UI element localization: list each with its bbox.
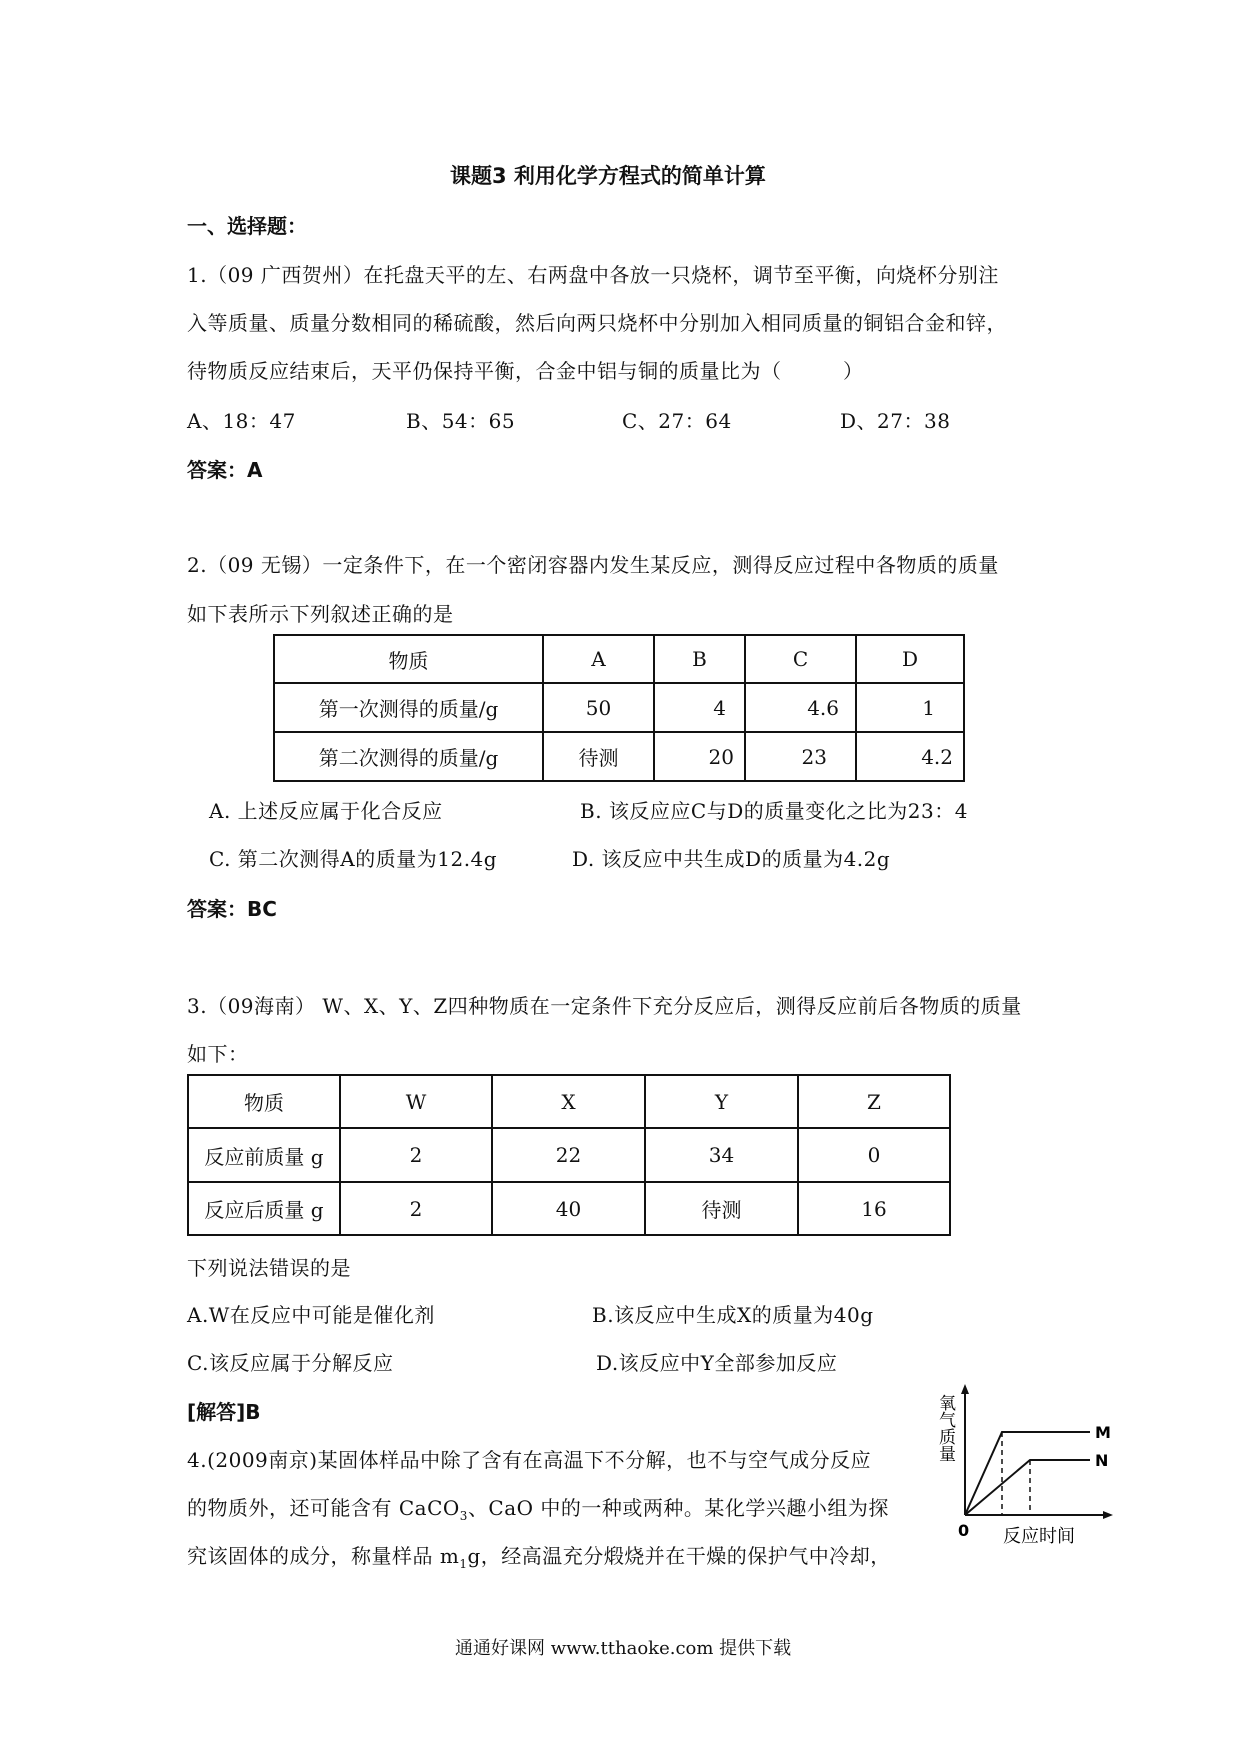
q2-answer: 答案：BC xyxy=(187,897,277,921)
section-heading: 一、选择题： xyxy=(187,214,307,238)
table-cell: 2 xyxy=(340,1182,492,1235)
table-cell: 40 xyxy=(492,1182,645,1235)
origin-label: 0 xyxy=(958,1521,970,1540)
q3-option-a: A.W在反应中可能是催化剂 xyxy=(187,1303,435,1327)
table-cell: 23 xyxy=(745,732,856,781)
table-row xyxy=(188,1128,950,1182)
q1-line-2: 入等质量、质量分数相同的稀硫酸，然后向两只烧杯中分别加入相同质量的铜铝合金和锌， xyxy=(187,311,1007,335)
table-cell: 2 xyxy=(340,1128,492,1182)
q1-option-a: A、18：47 xyxy=(187,409,296,433)
curve-n-label: N xyxy=(1095,1451,1109,1470)
table-cell: 0 xyxy=(798,1128,950,1182)
q1-option-b: B、54：65 xyxy=(406,409,516,433)
q3-option-c: C.该反应属于分解反应 xyxy=(187,1351,394,1375)
q3-header-substance: 物质 xyxy=(188,1075,340,1128)
table-cell: 第二次测得的质量/g xyxy=(274,732,543,781)
page-footer: 通通好课网 www.tthaoke.com 提供下载 xyxy=(455,1638,792,1659)
table-cell: 反应前质量 g xyxy=(188,1128,340,1182)
y-axis-arrow xyxy=(961,1384,969,1394)
table-cell: 22 xyxy=(492,1128,645,1182)
q3-option-b: B.该反应中生成X的质量为40g xyxy=(592,1303,874,1327)
table-cell: 4 xyxy=(654,683,745,732)
table-cell: 第一次测得的质量/g xyxy=(274,683,543,732)
q4-line-2: 的物质外，还可能含有 CaCO$_3$、CaO 中的一种或两种。某化学兴趣小组为探 xyxy=(187,1496,889,1523)
table-row xyxy=(188,1182,950,1235)
x-axis-label: 反应时间 xyxy=(1003,1526,1075,1547)
q3-header-x: X xyxy=(492,1075,645,1128)
table-cell: 4.2 xyxy=(856,732,964,781)
q2-table xyxy=(273,634,965,782)
q3-line-2: 如下： xyxy=(187,1042,249,1066)
q2-header-d: D xyxy=(856,635,964,683)
q2-option-d: D. 该反应中共生成D的质量为4.2g xyxy=(572,847,891,871)
q3-answer: [解答]B xyxy=(187,1400,261,1424)
curve-m xyxy=(965,1432,1090,1515)
curve-m-label: M xyxy=(1095,1423,1111,1442)
q2-line-1: 2.（09 无锡）一定条件下，在一个密闭容器内发生某反应，测得反应过程中各物质的质量 xyxy=(187,553,999,577)
q1-line-1: 1.（09 广西贺州）在托盘天平的左、右两盘中各放一只烧杯，调节至平衡，向烧杯分别注 xyxy=(187,263,999,287)
q1-line-3: 待物质反应结束后，天平仍保持平衡，合金中铝与铜的质量比为（ ） xyxy=(187,359,864,383)
table-cell: 50 xyxy=(543,683,654,732)
q4-line-3: 究该固体的成分，称量样品 $m_1g$，经高温充分煅烧并在干燥的保护气中冷却， xyxy=(187,1544,891,1571)
table-row xyxy=(274,732,964,781)
table-cell: 1 xyxy=(856,683,964,732)
table-cell: 待测 xyxy=(645,1182,798,1235)
y-axis-label: 氧气质量 xyxy=(935,1394,955,1462)
q2-header-a: A xyxy=(543,635,654,683)
page-title: 课题3 利用化学方程式的简单计算 xyxy=(450,164,766,188)
q2-header-c: C xyxy=(745,635,856,683)
q4-figure xyxy=(925,1380,1125,1560)
q1-answer: 答案：A xyxy=(187,458,263,482)
table-cell: 20 xyxy=(654,732,745,781)
q3-line-1: 3.（09海南） W、X、Y、Z四种物质在一定条件下充分反应后，测得反应前后各物质的质量 xyxy=(187,994,1022,1018)
q4-line-1: 4.(2009南京)某固体样品中除了含有在高温下不分解，也不与空气成分反应 xyxy=(187,1448,872,1472)
x-axis-arrow xyxy=(1103,1511,1113,1519)
q1-option-d: D、27：38 xyxy=(840,409,951,433)
q2-header-b: B xyxy=(654,635,745,683)
curve-n xyxy=(965,1460,1090,1515)
q3-header-w: W xyxy=(340,1075,492,1128)
table-cell: 待测 xyxy=(543,732,654,781)
table-cell: 反应后质量 g xyxy=(188,1182,340,1235)
q2-option-b: B. 该反应应C与D的质量变化之比为23：4 xyxy=(580,799,968,823)
q2-option-c: C. 第二次测得A的质量为12.4g xyxy=(209,847,498,871)
table-cell: 16 xyxy=(798,1182,950,1235)
table-row xyxy=(274,683,964,732)
q2-line-2: 如下表所示下列叙述正确的是 xyxy=(187,602,454,626)
q3-option-d: D.该反应中Y全部参加反应 xyxy=(596,1351,838,1375)
q3-table xyxy=(187,1074,951,1236)
table-cell: 34 xyxy=(645,1128,798,1182)
q2-option-a: A. 上述反应属于化合反应 xyxy=(209,799,443,823)
q2-header-substance: 物质 xyxy=(274,635,543,683)
q3-header-y: Y xyxy=(645,1075,798,1128)
q1-option-c: C、27：64 xyxy=(622,409,732,433)
q3-header-z: Z xyxy=(798,1075,950,1128)
q3-prompt: 下列说法错误的是 xyxy=(187,1256,351,1280)
table-cell: 4.6 xyxy=(745,683,856,732)
